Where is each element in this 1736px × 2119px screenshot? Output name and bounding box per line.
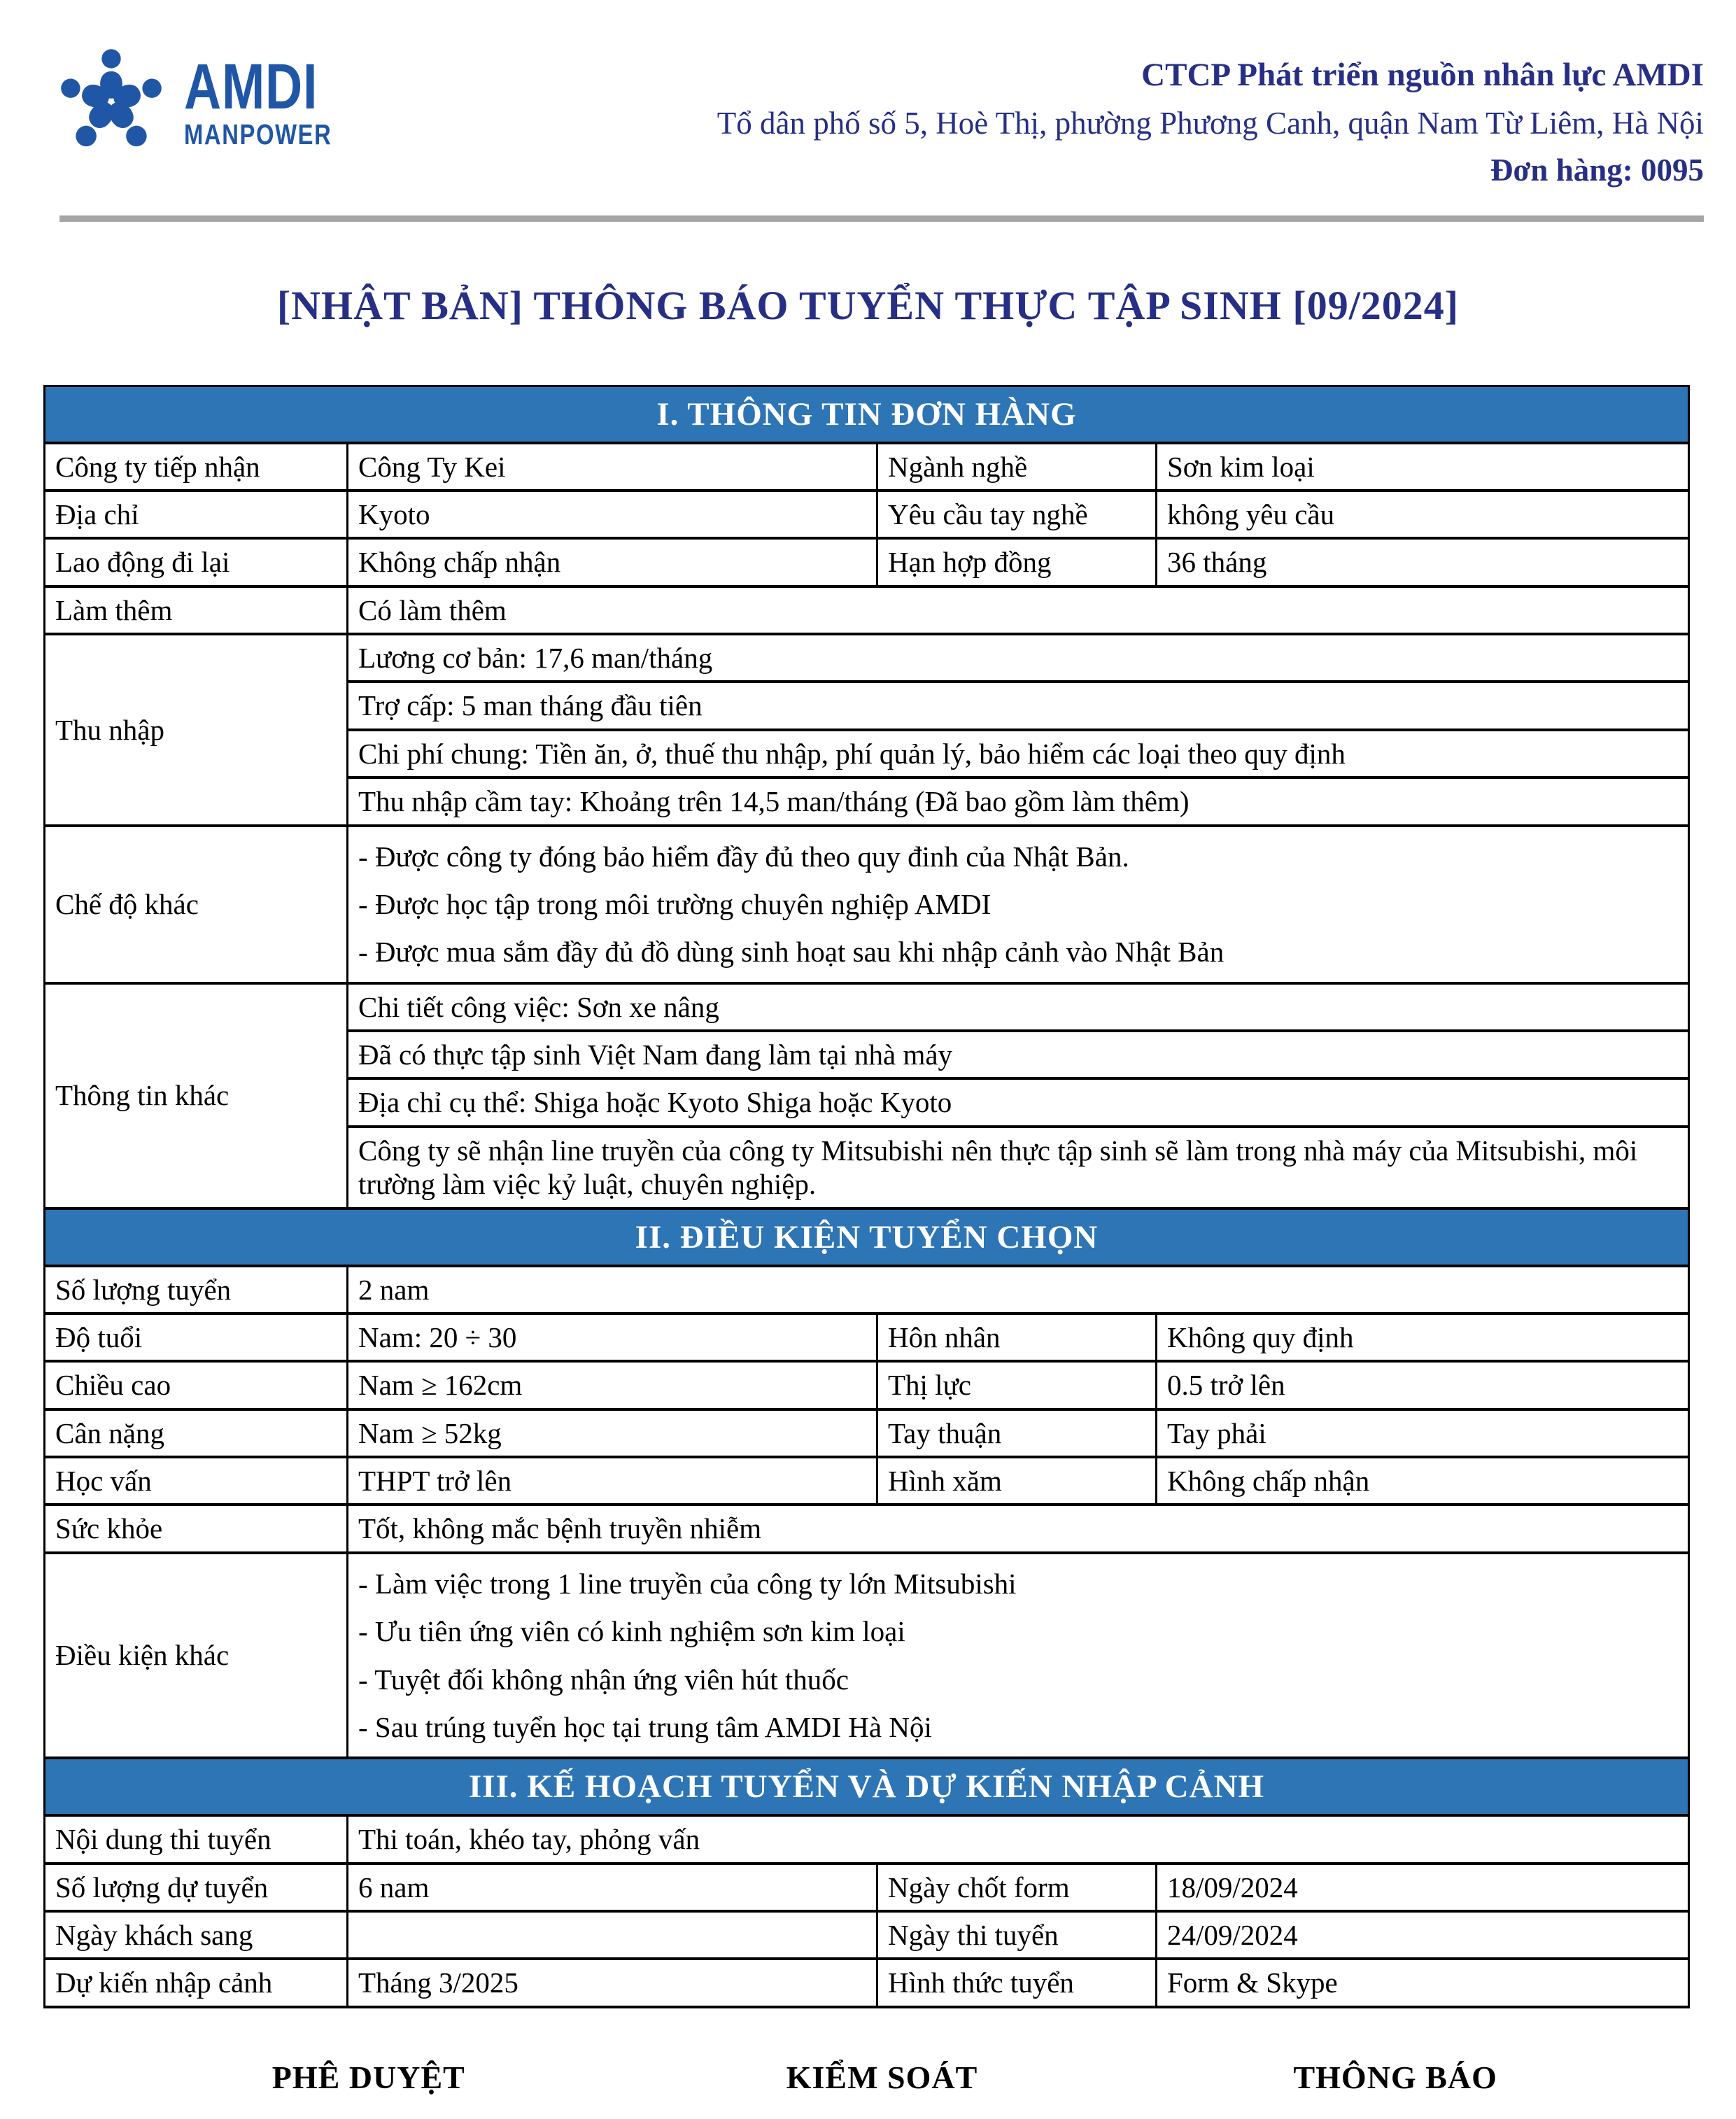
row-value: Thu nhập cầm tay: Khoảng trên 14,5 man/tháng (Đã bao gồm làm thêm)	[348, 777, 1689, 825]
bullet-line: - Được công ty đóng bảo hiểm đầy đủ theo quy đinh của Nhật Bản.	[358, 840, 1129, 873]
table-row	[45, 1959, 1689, 2006]
row-label: Ngành nghề	[877, 443, 1157, 491]
table-row	[45, 634, 1689, 682]
table-row	[45, 983, 1689, 1031]
amdi-people-circle-icon	[52, 46, 170, 157]
section3-header-row	[45, 1758, 1689, 1815]
row-label: Hình thức tuyển	[877, 1959, 1157, 2006]
table-row	[45, 1815, 1689, 1863]
row-value: Form & Skype	[1157, 1959, 1689, 2006]
document-header	[0, 0, 1736, 195]
row-label: Công ty tiếp nhận	[45, 443, 348, 491]
control-label: KIỂM SOÁT	[786, 2059, 978, 2095]
section1-title: I. THÔNG TIN ĐƠN HÀNG	[45, 386, 1689, 443]
row-value: Tốt, không mắc bệnh truyền nhiễm	[348, 1505, 1689, 1552]
table-row	[45, 1266, 1689, 1314]
row-value-empty	[348, 1911, 877, 1959]
bullet-line: - Tuyệt đối không nhận ứng viên hút thuốc	[358, 1663, 849, 1696]
row-value: không yêu cầu	[1157, 491, 1689, 538]
amdi-logo-text	[184, 50, 369, 150]
row-value: 2 nam	[348, 1266, 1689, 1314]
row-value: Có làm thêm	[348, 586, 1689, 634]
table-row	[45, 1864, 1689, 1911]
row-value: Tháng 3/2025	[348, 1959, 877, 2006]
bullet-line: - Làm việc trong 1 line truyền của công ty lớn Mitsubishi	[358, 1567, 1017, 1600]
row-label: Địa chỉ	[45, 491, 348, 538]
row-value: Chi phí chung: Tiền ăn, ở, thuế thu nhập, phí quản lý, bảo hiểm các loại theo quy định	[348, 730, 1689, 777]
amdi-logo	[52, 46, 369, 157]
row-label: Lao động đi lại	[45, 538, 348, 586]
table-row	[45, 1361, 1689, 1409]
row-value: Địa chỉ cụ thể: Shiga hoặc Kyoto Shiga hoặc Kyoto	[348, 1078, 1689, 1126]
order-number: Đơn hàng: 0095	[1490, 153, 1704, 188]
row-value: 24/09/2024	[1157, 1911, 1689, 1959]
table-row	[45, 443, 1689, 491]
row-label: Tay thuận	[877, 1409, 1157, 1457]
row-value: 0.5 trở lên	[1157, 1361, 1689, 1409]
row-value: Không chấp nhận	[348, 538, 877, 586]
row-label: Cân nặng	[45, 1409, 348, 1457]
row-label: Số lượng dự tuyển	[45, 1864, 348, 1911]
table-row	[45, 1505, 1689, 1552]
row-value: Nam ≥ 52kg	[348, 1409, 877, 1457]
company-info-block	[717, 50, 1704, 195]
row-label: Thông tin khác	[45, 983, 348, 1209]
row-value: Công ty sẽ nhận line truyền của công ty Mitsubishi nên thực tập sinh sẽ làm trong nhà máy của Mitsubishi, môi trường làm việc kỷ luật, chuyên nghiệp.	[348, 1127, 1689, 1209]
row-label: Thị lực	[877, 1361, 1157, 1409]
row-value: Nam ≥ 162cm	[348, 1361, 877, 1409]
row-value	[348, 1553, 1689, 1759]
row-label: Dự kiến nhập cảnh	[45, 1959, 348, 2006]
section1-header-row	[45, 386, 1689, 443]
row-value: Công Ty Kei	[348, 443, 877, 491]
row-value: Kyoto	[348, 491, 877, 538]
row-label: Chế độ khác	[45, 826, 348, 983]
row-label: Hôn nhân	[877, 1314, 1157, 1361]
section2-title: II. ĐIỀU KIỆN TUYỂN CHỌN	[45, 1209, 1689, 1266]
announce-label: THÔNG BÁO	[1293, 2059, 1497, 2095]
row-label: Điều kiện khác	[45, 1553, 348, 1759]
company-name: CTCP Phát triển nguồn nhân lực AMDI	[1141, 57, 1704, 93]
brand-name: AMDI	[184, 50, 318, 122]
row-label: Nội dung thi tuyển	[45, 1815, 348, 1863]
row-value: Trợ cấp: 5 man tháng đầu tiên	[348, 682, 1689, 729]
row-label: Chiều cao	[45, 1361, 348, 1409]
signature-row	[0, 2059, 1736, 2096]
row-label: Ngày thi tuyển	[877, 1911, 1157, 1959]
bullet-line: - Sau trúng tuyển học tại trung tâm AMDI Hà Nội	[358, 1710, 932, 1743]
row-label: Thu nhập	[45, 634, 348, 826]
row-label: Hạn hợp đồng	[877, 538, 1157, 586]
bullet-line: - Được học tập trong môi trường chuyên nghiệp AMDI	[358, 887, 992, 920]
row-value	[348, 826, 1689, 983]
row-value: 18/09/2024	[1157, 1864, 1689, 1911]
row-label: Sức khỏe	[45, 1505, 348, 1552]
bullet-line: - Được mua sắm đầy đủ đồ dùng sinh hoạt sau khi nhập cảnh vào Nhật Bản	[358, 936, 1225, 969]
row-label: Học vấn	[45, 1457, 348, 1505]
table-row	[45, 1314, 1689, 1361]
table-row	[45, 491, 1689, 538]
table-row	[45, 586, 1689, 634]
table-row	[45, 1911, 1689, 1959]
row-value: Lương cơ bản: 17,6 man/tháng	[348, 634, 1689, 682]
row-label: Ngày chốt form	[877, 1864, 1157, 1911]
table-row	[45, 826, 1689, 983]
company-address: Tổ dân phố số 5, Hoè Thị, phường Phương Canh, quận Nam Từ Liêm, Hà Nội	[717, 105, 1704, 141]
recruitment-table	[43, 385, 1690, 2008]
section3-title: III. KẾ HOẠCH TUYỂN VÀ DỰ KIẾN NHẬP CẢNH	[45, 1758, 1689, 1815]
brand-subtitle: MANPOWER	[184, 118, 332, 150]
row-label: Số lượng tuyển	[45, 1266, 348, 1314]
row-value: 6 nam	[348, 1864, 877, 1911]
row-value: Chi tiết công việc: Sơn xe nâng	[348, 983, 1689, 1031]
row-value: Nam: 20 ÷ 30	[348, 1314, 877, 1361]
header-divider	[59, 216, 1704, 222]
table-row	[45, 1409, 1689, 1457]
row-label: Làm thêm	[45, 586, 348, 634]
row-value: 36 tháng	[1157, 538, 1689, 586]
row-label: Yêu cầu tay nghề	[877, 491, 1157, 538]
page-title: [NHẬT BẢN] THÔNG BÁO TUYỂN THỰC TẬP SINH [09/2024]	[276, 282, 1460, 328]
row-value: Tay phải	[1157, 1409, 1689, 1457]
row-value: Không quy định	[1157, 1314, 1689, 1361]
approve-label: PHÊ DUYỆT	[271, 2059, 465, 2095]
row-value: Không chấp nhận	[1157, 1457, 1689, 1505]
row-label: Hình xăm	[877, 1457, 1157, 1505]
table-row	[45, 1457, 1689, 1505]
bullet-line: - Ưu tiên ứng viên có kinh nghiệm sơn kim loại	[358, 1615, 905, 1648]
row-label: Ngày khách sang	[45, 1911, 348, 1959]
table-row	[45, 538, 1689, 586]
section2-header-row	[45, 1209, 1689, 1266]
row-label: Độ tuổi	[45, 1314, 348, 1361]
row-value: Thi toán, khéo tay, phỏng vấn	[348, 1815, 1689, 1863]
row-value: Sơn kim loại	[1157, 443, 1689, 491]
row-value: THPT trở lên	[348, 1457, 877, 1505]
table-row	[45, 1553, 1689, 1759]
row-value: Đã có thực tập sinh Việt Nam đang làm tại nhà máy	[348, 1031, 1689, 1078]
